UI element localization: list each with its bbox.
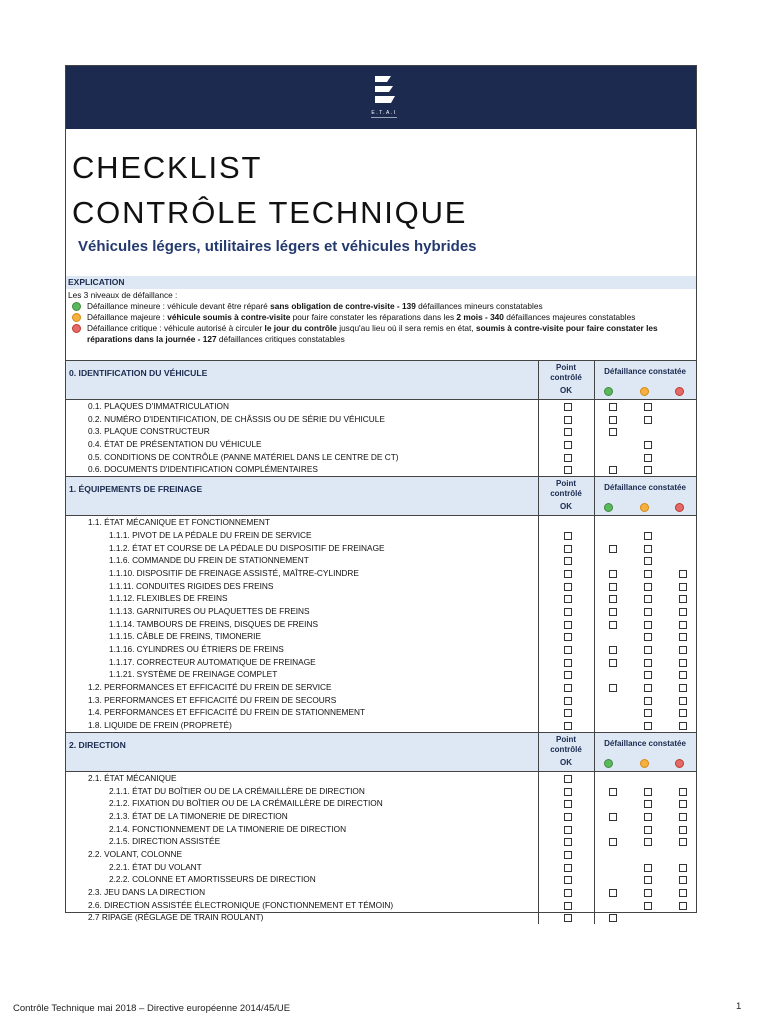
checkbox[interactable] (564, 722, 572, 730)
explanation-segment: Défaillance majeure : (87, 312, 168, 322)
point-controle-header (538, 735, 594, 755)
checkbox[interactable] (609, 788, 617, 796)
row-label: 2.1.1. ÉTAT DU BOÎTIER OU DE LA CRÉMAILLÈRE DE DIRECTION (109, 785, 365, 796)
table-row (66, 772, 696, 785)
row-label: 1.1.11. CONDUITES RIGIDES DES FREINS (109, 580, 274, 591)
row-label: 0.5. CONDITIONS DE CONTRÔLE (PANNE MATÉRIEL DANS LE CENTRE DE CT) (88, 451, 399, 462)
explanation-segment: le jour du contrôle (264, 323, 337, 333)
row-label: 1.1.14. TAMBOURS DE FREINS, DISQUES DE FREINS (109, 618, 319, 629)
checkbox[interactable] (564, 813, 572, 821)
explanation-segment: défaillances majeures constatables (503, 312, 636, 322)
checkbox[interactable] (644, 902, 652, 910)
point-header-line: Point (556, 734, 576, 744)
checkbox[interactable] (564, 826, 572, 834)
checkbox[interactable] (644, 800, 652, 808)
table-row (66, 719, 696, 732)
checkbox[interactable] (679, 646, 687, 654)
table-row (66, 451, 696, 464)
table-row (66, 542, 696, 555)
green-check-icon (604, 503, 613, 512)
defaillance-header: Défaillance constatée (604, 483, 686, 493)
section-header (66, 732, 696, 771)
point-controle-header (538, 479, 594, 499)
checkbox[interactable] (609, 545, 617, 553)
explanation-line (68, 323, 692, 345)
checkbox[interactable] (679, 826, 687, 834)
row-label: 2.1.3. ÉTAT DE LA TIMONERIE DE DIRECTION (109, 810, 288, 821)
checkbox[interactable] (644, 826, 652, 834)
checkbox[interactable] (644, 709, 652, 717)
page-subtitle: Véhicules légers, utilitaires légers et véhicules hybrides (78, 238, 477, 255)
explanation-segment: véhicule soumis à contre-visite (167, 312, 291, 322)
section-title: 1. ÉQUIPEMENTS DE FREINAGE (69, 484, 203, 495)
checkbox[interactable] (644, 454, 652, 462)
table-row (66, 400, 696, 413)
checkbox[interactable] (609, 583, 617, 591)
checkbox[interactable] (564, 709, 572, 717)
checkbox[interactable] (609, 403, 617, 411)
checkbox[interactable] (564, 671, 572, 679)
orange-dot-icon (640, 759, 649, 768)
table-row (66, 580, 696, 593)
checkbox[interactable] (564, 416, 572, 424)
row-label: 1.1.10. DISPOSITIF DE FREINAGE ASSISTÉ, MAÎTRE-CYLINDRE (109, 567, 359, 578)
checkbox[interactable] (679, 864, 687, 872)
checkbox[interactable] (609, 570, 617, 578)
checkbox[interactable] (609, 914, 617, 922)
table-row (66, 413, 696, 426)
checklist-page (65, 65, 697, 923)
checkbox[interactable] (644, 697, 652, 705)
checkbox[interactable] (564, 621, 572, 629)
row-label: 1.1.12. FLEXIBLES DE FREINS (109, 593, 228, 604)
explanation-line (68, 301, 692, 312)
row-label: 1.1.6. COMMANDE DU FREIN DE STATIONNEMENT (109, 555, 309, 566)
table-row (66, 694, 696, 707)
page-title-line2: CONTRÔLE TECHNIQUE (72, 195, 468, 230)
checkbox[interactable] (564, 788, 572, 796)
checkbox[interactable] (644, 659, 652, 667)
table-row (66, 823, 696, 836)
checkbox[interactable] (644, 722, 652, 730)
orange-dot-icon (72, 313, 81, 322)
checkbox[interactable] (564, 800, 572, 808)
table-row (66, 681, 696, 694)
page-title-line1: CHECKLIST (72, 150, 263, 185)
checkbox[interactable] (564, 403, 572, 411)
explanation-segment: Défaillance critique : véhicule autorisé à circuler (87, 323, 265, 333)
row-label: 1.1.17. CORRECTEUR AUTOMATIQUE DE FREINAGE (109, 656, 316, 667)
checkbox[interactable] (644, 403, 652, 411)
explanation-segment: défaillances mineurs constatables (415, 301, 543, 311)
page-number: 1 (736, 1001, 742, 1012)
red-cross-icon (675, 503, 684, 512)
ok-header: OK (560, 502, 572, 512)
section-rows (66, 399, 696, 476)
table-row (66, 567, 696, 580)
checkbox[interactable] (564, 466, 572, 474)
checkbox[interactable] (609, 659, 617, 667)
checkbox[interactable] (644, 545, 652, 553)
checkbox[interactable] (644, 788, 652, 796)
checkbox[interactable] (564, 454, 572, 462)
checkbox[interactable] (644, 684, 652, 692)
row-label: 0.2. NUMÉRO D'IDENTIFICATION, DE CHÂSSIS OU DE SÉRIE DU VÉHICULE (88, 413, 385, 424)
row-label: 1.4. PERFORMANCES ET EFFICACITÉ DU FREIN DE STATIONNEMENT (88, 707, 366, 718)
checkbox[interactable] (644, 838, 652, 846)
row-label: 2.7 RIPAGE (RÉGLAGE DE TRAIN ROULANT) (88, 912, 264, 923)
checkbox[interactable] (679, 684, 687, 692)
section-title: 0. IDENTIFICATION DU VÉHICULE (69, 368, 208, 378)
ok-header: OK (560, 757, 572, 767)
table-row (66, 886, 696, 899)
row-label: 1.1.2. ÉTAT ET COURSE DE LA PÉDALE DU DISPOSITIF DE FREINAGE (109, 542, 385, 553)
point-controle-header (538, 363, 594, 383)
checkbox[interactable] (679, 788, 687, 796)
footer-text: Contrôle Technique mai 2018 – Directive européenne 2014/45/UE (13, 1003, 291, 1014)
row-label: 2.1.4. FONCTIONNEMENT DE LA TIMONERIE DE DIRECTION (109, 823, 347, 834)
checkbox[interactable] (564, 914, 572, 922)
etai-logo (364, 73, 404, 121)
row-label: 1.1.21. SYSTÈME DE FREINAGE COMPLET (109, 669, 278, 680)
checkbox[interactable] (564, 532, 572, 540)
explanation-segment: pour faire constater les réparations dans les (290, 312, 457, 322)
checkbox[interactable] (644, 876, 652, 884)
point-header-line: Point (556, 363, 576, 372)
checkbox[interactable] (644, 608, 652, 616)
checkbox[interactable] (644, 416, 652, 424)
explanation-segment: Défaillance mineure : véhicule devant être réparé (87, 301, 271, 311)
row-label: 2.2. VOLANT, COLONNE (88, 848, 183, 859)
checkbox[interactable] (644, 671, 652, 679)
checkbox[interactable] (564, 876, 572, 884)
green-check-icon (604, 759, 613, 768)
row-label: 2.2.2. COLONNE ET AMORTISSEURS DE DIRECTION (109, 874, 316, 885)
section-rows (66, 771, 696, 924)
ok-header: OK (560, 386, 572, 395)
row-label: 2.1.5. DIRECTION ASSISTÉE (109, 836, 221, 847)
checkbox[interactable] (644, 570, 652, 578)
header-banner (66, 66, 696, 129)
checkbox[interactable] (564, 570, 572, 578)
table-row (66, 706, 696, 719)
table-row (66, 425, 696, 438)
checkbox[interactable] (644, 889, 652, 897)
checkbox[interactable] (644, 621, 652, 629)
explanation-text (68, 290, 692, 345)
checkbox[interactable] (564, 889, 572, 897)
defaillance-header: Défaillance constatée (604, 367, 686, 376)
checkbox[interactable] (564, 697, 572, 705)
table-row (66, 643, 696, 656)
explanation-segment: 2 mois - 340 (456, 312, 504, 322)
explanation-line (68, 312, 692, 323)
checkbox[interactable] (679, 608, 687, 616)
checkbox[interactable] (564, 775, 572, 783)
checkbox[interactable] (609, 416, 617, 424)
checkbox[interactable] (564, 633, 572, 641)
explanation-segment: Les 3 niveaux de défaillance : (68, 290, 178, 300)
green-check-icon (604, 387, 613, 396)
checkbox[interactable] (679, 583, 687, 591)
checkbox[interactable] (679, 595, 687, 603)
table-row (66, 630, 696, 643)
row-label: 1.1.13. GARNITURES OU PLAQUETTES DE FREINS (109, 605, 310, 616)
row-label: 2.6. DIRECTION ASSISTÉE ÉLECTRONIQUE (FONCTIONNEMENT ET TÉMOIN) (88, 899, 394, 910)
checkbox[interactable] (564, 838, 572, 846)
row-label: 0.4. ÉTAT DE PRÉSENTATION DU VÉHICULE (88, 439, 262, 450)
section-title: 2. DIRECTION (69, 739, 126, 750)
table-row (66, 899, 696, 912)
checkbox[interactable] (644, 583, 652, 591)
checkbox[interactable] (644, 466, 652, 474)
table-row (66, 848, 696, 861)
checkbox[interactable] (564, 583, 572, 591)
checkbox[interactable] (679, 889, 687, 897)
checkbox[interactable] (609, 595, 617, 603)
checkbox[interactable] (679, 570, 687, 578)
row-label: 0.6. DOCUMENTS D'IDENTIFICATION COMPLÉMENTAIRES (88, 464, 318, 475)
orange-dot-icon (640, 387, 649, 396)
checkbox[interactable] (644, 646, 652, 654)
checkbox[interactable] (564, 545, 572, 553)
checkbox[interactable] (679, 709, 687, 717)
section-header (66, 360, 696, 399)
checkbox[interactable] (564, 428, 572, 436)
row-label: 2.1.2. FIXATION DU BOÎTIER OU DE LA CRÉMAILLÈRE DE DIRECTION (109, 798, 383, 809)
table-row (66, 861, 696, 874)
table-row (66, 911, 696, 924)
point-header-line: contrôlé (550, 744, 582, 754)
row-label: 0.3. PLAQUE CONSTRUCTEUR (88, 426, 210, 437)
checkbox[interactable] (679, 800, 687, 808)
table-row (66, 797, 696, 810)
orange-dot-icon (640, 503, 649, 512)
table-row (66, 438, 696, 451)
checkbox[interactable] (609, 646, 617, 654)
explanation-heading: EXPLICATION (66, 276, 696, 289)
red-cross-icon (72, 324, 81, 333)
explanation-segment: jusqu'au lieu où il sera remis en état, (336, 323, 476, 333)
checkbox[interactable] (609, 684, 617, 692)
checkbox[interactable] (679, 722, 687, 730)
checkbox[interactable] (564, 684, 572, 692)
checkbox[interactable] (609, 608, 617, 616)
checkbox[interactable] (564, 851, 572, 859)
checkbox[interactable] (679, 813, 687, 821)
checkbox[interactable] (679, 697, 687, 705)
checkbox[interactable] (644, 557, 652, 565)
checkbox[interactable] (644, 813, 652, 821)
point-header-line: contrôlé (550, 489, 582, 499)
logo-text: E.T.A.I (371, 110, 397, 116)
green-check-icon (72, 302, 81, 311)
checkbox[interactable] (679, 659, 687, 667)
point-header-line: Point (556, 479, 576, 489)
row-label: 1.1.15. CÂBLE DE FREINS, TIMONERIE (109, 631, 262, 642)
checkbox[interactable] (644, 633, 652, 641)
table-row (66, 592, 696, 605)
explanation-segment: défaillances critiques constatables (216, 334, 345, 344)
row-label: 0.1. PLAQUES D'IMMATRICULATION (88, 401, 229, 411)
section-header (66, 476, 696, 515)
checkbox[interactable] (564, 441, 572, 449)
point-header-line: contrôlé (550, 373, 582, 382)
checkbox[interactable] (679, 633, 687, 641)
explanation-line (68, 290, 692, 301)
table-row (66, 810, 696, 823)
checkbox[interactable] (644, 864, 652, 872)
table-row (66, 618, 696, 631)
row-label: 2.1. ÉTAT MÉCANIQUE (88, 772, 177, 783)
table-row (66, 463, 696, 476)
table-row (66, 668, 696, 681)
checkbox[interactable] (644, 532, 652, 540)
table-row (66, 835, 696, 848)
red-cross-icon (675, 387, 684, 396)
checkbox[interactable] (609, 621, 617, 629)
row-label: 1.2. PERFORMANCES ET EFFICACITÉ DU FREIN DE SERVICE (88, 682, 332, 693)
table-row (66, 656, 696, 669)
checkbox[interactable] (564, 557, 572, 565)
table-row (66, 529, 696, 542)
checkbox[interactable] (564, 595, 572, 603)
checkbox[interactable] (679, 671, 687, 679)
checkbox[interactable] (679, 876, 687, 884)
checkbox[interactable] (564, 902, 572, 910)
row-label: 2.3. JEU DANS LA DIRECTION (88, 887, 206, 897)
table-row (66, 873, 696, 886)
checkbox[interactable] (564, 608, 572, 616)
checkbox[interactable] (679, 621, 687, 629)
checkbox[interactable] (644, 595, 652, 603)
row-label: 1.1.1. PIVOT DE LA PÉDALE DU FREIN DE SERVICE (109, 529, 312, 540)
row-label: 1.8. LIQUIDE DE FREIN (PROPRETÉ) (88, 720, 232, 731)
red-cross-icon (675, 759, 684, 768)
checkbox[interactable] (564, 646, 572, 654)
checkbox[interactable] (609, 813, 617, 821)
checkbox[interactable] (564, 659, 572, 667)
table-row (66, 785, 696, 798)
row-label: 2.2.1. ÉTAT DU VOLANT (109, 861, 202, 872)
checkbox[interactable] (679, 902, 687, 910)
checkbox[interactable] (609, 838, 617, 846)
checkbox[interactable] (609, 428, 617, 436)
row-label: 1.1. ÉTAT MÉCANIQUE ET FONCTIONNEMENT (88, 517, 270, 528)
explanation-segment: soumis à contre-visite pour faire constater les réparations dans la journée - 127 (87, 323, 658, 344)
checkbox[interactable] (679, 838, 687, 846)
checkbox[interactable] (609, 889, 617, 897)
explanation-segment: sans obligation de contre-visite - 139 (270, 301, 416, 311)
section-rows (66, 515, 696, 732)
checklist-table (66, 360, 696, 924)
checkbox[interactable] (609, 466, 617, 474)
checkbox[interactable] (644, 441, 652, 449)
table-row (66, 516, 696, 529)
row-label: 1.1.16. CYLINDRES OU ÉTRIERS DE FREINS (109, 644, 284, 654)
checkbox[interactable] (564, 864, 572, 872)
table-row (66, 605, 696, 618)
table-row (66, 554, 696, 567)
defaillance-header: Défaillance constatée (604, 738, 686, 748)
row-label: 1.3. PERFORMANCES ET EFFICACITÉ DU FREIN DE SECOURS (88, 694, 337, 705)
